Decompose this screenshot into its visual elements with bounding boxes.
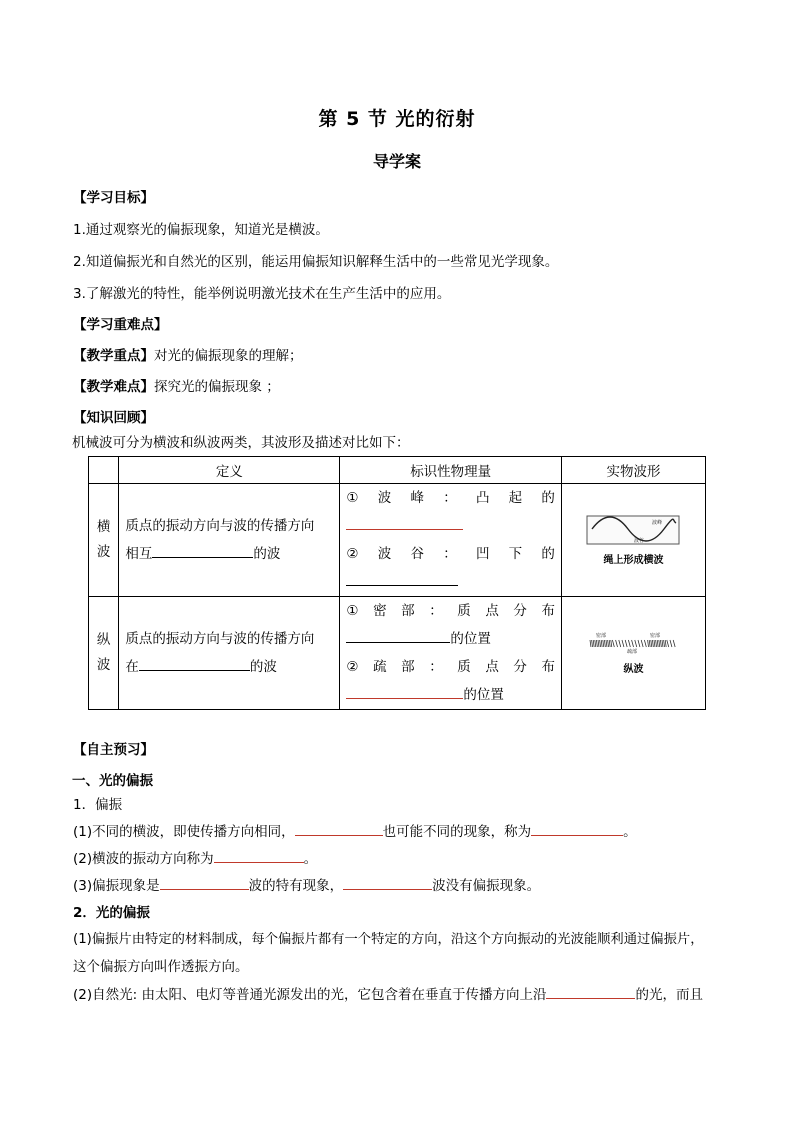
definition-line: 质点的振动方向与波的传播方向 [125, 518, 315, 534]
preview-line [73, 820, 637, 840]
mark-tail: 的位置 [450, 631, 491, 647]
preview-line [73, 983, 703, 1003]
text-fragment: 的光，而且 [635, 987, 703, 1003]
page-subtitle: 导学案 [372, 152, 421, 171]
goal-item-3: 3.了解激光的特性，能举例说明激光技术在生产生活中的应用。 [73, 286, 451, 302]
mark-char: 凸 [475, 490, 490, 506]
sparse-line [346, 653, 555, 681]
mark-char: 的 [541, 490, 555, 506]
text-fragment: 波的特有现象， [248, 878, 344, 894]
focus-line [73, 344, 303, 364]
table-header-waveform: 实物波形 [561, 457, 705, 484]
spring-coil [597, 640, 598, 647]
longitudinal-wave-figure [561, 597, 705, 710]
sparse-tag: 疏部 [627, 648, 638, 654]
spring-coil [595, 640, 596, 647]
mark-char: 布 [541, 659, 555, 675]
spring-coil [656, 640, 657, 647]
spring-coil [594, 640, 595, 647]
spring-coil [611, 640, 612, 647]
sub-heading: 1．偏振 [73, 797, 123, 813]
dense-line [346, 597, 555, 625]
spring-coil [661, 640, 662, 647]
spring-coil [667, 640, 669, 647]
blank-line [346, 568, 555, 596]
text-fragment: (3)偏振现象是 [73, 878, 160, 894]
mark-char: 起 [508, 490, 523, 506]
review-heading: 【知识回顾】 [73, 410, 154, 426]
text-fragment: 。 [303, 851, 318, 867]
preview-line: 这个偏振方向叫作透振方向。 [73, 959, 249, 975]
mark-char: 峰 [410, 490, 424, 506]
definition-pre: 相互 [125, 546, 153, 562]
mark-char: 点 [485, 659, 499, 675]
row-label-char: 波 [96, 544, 111, 560]
definition-line [125, 653, 333, 681]
trough-line [346, 540, 555, 568]
wave-comparison-table [88, 456, 706, 710]
fill-blank[interactable] [346, 630, 450, 643]
text-fragment: (1)不同的横波，即使传播方向相同， [73, 824, 295, 840]
mark-char: ： [443, 490, 457, 506]
mark-char: ① [346, 490, 359, 506]
mark-char: 部 [401, 603, 415, 619]
spring-coil [600, 640, 601, 647]
spring-coil [642, 640, 644, 647]
text-fragment: (2)自然光: 由太阳、电灯等普通光源发出的光，它包含着在垂直于传播方向上沿 [73, 987, 547, 1003]
mark-char: ② [346, 546, 359, 562]
fill-blank[interactable] [295, 823, 383, 836]
spring-coil [648, 640, 649, 647]
mark-char: ： [429, 603, 443, 619]
spring-coil [610, 640, 611, 647]
section-heading: 一、光的偏振 [72, 773, 153, 789]
table-row [89, 597, 706, 710]
mark-char: 分 [513, 603, 527, 619]
spring-coil [622, 640, 624, 647]
blank-line [346, 681, 555, 709]
fill-blank[interactable] [152, 545, 253, 558]
spring-coil [616, 640, 618, 647]
spring-coil [674, 640, 676, 647]
spring-coil [590, 640, 591, 647]
transverse-quantities [340, 484, 562, 597]
mark-char: ② [346, 659, 359, 675]
fill-blank[interactable] [214, 850, 304, 863]
table-header-definition: 定义 [119, 457, 340, 484]
spring-wave-image [588, 632, 678, 654]
spring-coil [659, 640, 660, 647]
spring-coil [666, 640, 667, 647]
rope-wave-image [586, 515, 680, 545]
blank-line [346, 625, 555, 653]
text-fragment: (2)横波的振动方向称为 [73, 851, 214, 867]
definition-line [125, 540, 333, 568]
focus-label: 【教学重点】 [73, 348, 154, 364]
figure-caption: 绳上形成横波 [603, 554, 664, 566]
mark-char: 波 [377, 546, 392, 562]
mark-char: 谷 [410, 546, 424, 562]
mark-char: 下 [508, 546, 523, 562]
spring-coil [592, 640, 593, 647]
fill-blank[interactable] [346, 686, 463, 699]
mark-char: 质 [457, 659, 471, 675]
transverse-definition [119, 484, 340, 597]
row-label-longitudinal [89, 597, 119, 710]
difficulty-line [73, 375, 280, 395]
difficulty-label: 【教学难点】 [73, 379, 154, 395]
table-header-row [89, 457, 706, 484]
dense-tag: 密部 [650, 632, 661, 639]
spring-coil [626, 640, 628, 647]
spring-coil [629, 640, 631, 647]
sub-heading: 2．光的偏振 [73, 905, 150, 921]
table-header-corner [89, 457, 119, 484]
spring-coil [632, 640, 634, 647]
crest-tag: 波峰 [652, 519, 663, 526]
fill-blank[interactable] [160, 877, 249, 890]
blank-line [346, 512, 555, 540]
spring-coil [651, 640, 652, 647]
mark-char: 点 [485, 603, 499, 619]
preview-line [73, 847, 317, 867]
mark-char: 布 [541, 603, 555, 619]
spring-coil [670, 640, 672, 647]
spring-coil [654, 640, 655, 647]
row-label-transverse [89, 484, 119, 597]
text-fragment: 。 [623, 824, 637, 840]
spring-coil [638, 640, 640, 647]
figure-caption: 纵波 [623, 663, 644, 675]
fill-blank[interactable] [546, 986, 635, 999]
page-title: 第 5 节 光的衍射 [318, 108, 476, 130]
table-row [89, 484, 706, 597]
mark-char: 密 [373, 603, 387, 619]
fill-blank[interactable] [343, 877, 432, 890]
trough-tag: 波谷 [634, 537, 645, 544]
mark-char: 疏 [373, 659, 387, 675]
goals-heading: 【学习目标】 [73, 190, 154, 206]
preview-heading: 【自主预习】 [73, 742, 154, 758]
spring-coil [664, 640, 665, 647]
mark-tail: 的位置 [463, 687, 504, 703]
review-intro: 机械波可分为横波和纵波两类，其波形及描述对比如下： [72, 435, 410, 451]
text-fragment: 波没有偏振现象。 [432, 878, 541, 894]
definition-post: 的波 [249, 659, 277, 675]
mark-char: ① [346, 603, 359, 619]
mark-char: 波 [377, 490, 392, 506]
spring-coil [658, 640, 659, 647]
spring-coil [635, 640, 637, 647]
spring-coil [605, 640, 606, 647]
focus-text: 对光的偏振现象的理解； [154, 348, 303, 364]
mark-char: 凹 [475, 546, 490, 562]
difficulty-text: 探究光的偏振现象 ； [154, 379, 280, 395]
fill-blank[interactable] [346, 573, 458, 586]
definition-pre: 在 [125, 659, 139, 675]
spring-coil [606, 640, 607, 647]
goal-item-2: 2.知道偏振光和自然光的区别，能运用偏振知识解释生活中的一些常见光学现象。 [73, 254, 559, 270]
mark-char: ： [443, 546, 457, 562]
spring-coil [602, 640, 603, 647]
spring-coil [608, 640, 609, 647]
table-header-quantity: 标识性物理量 [340, 457, 562, 484]
spring-coil [653, 640, 654, 647]
fill-blank[interactable] [139, 658, 250, 671]
spring-coil [650, 640, 651, 647]
longitudinal-definition [119, 597, 340, 710]
mark-char: 部 [401, 659, 415, 675]
row-label-char: 波 [96, 657, 111, 673]
spring-coil [619, 640, 621, 647]
spring-coil [645, 640, 647, 647]
longitudinal-quantities [340, 597, 562, 710]
preview-line: (1)偏振片由特定的材料制成，每个偏振片都有一个特定的方向，沿这个方向振动的光波能顺利通过偏振片， [73, 932, 704, 947]
mark-char: 的 [541, 546, 555, 562]
crest-line [346, 484, 555, 512]
mark-char: 分 [513, 659, 527, 675]
transverse-wave-figure [561, 484, 705, 597]
fill-blank[interactable] [531, 823, 623, 836]
definition-line: 质点的振动方向与波的传播方向 [125, 631, 315, 647]
text-fragment: 也可能不同的现象，称为 [382, 824, 532, 840]
goal-item-1: 1.通过观察光的偏振现象，知道光是横波。 [73, 222, 329, 238]
preview-line [73, 874, 540, 894]
mark-char: ： [429, 659, 443, 675]
row-label-char: 纵 [96, 632, 111, 648]
spring-coil [613, 640, 615, 647]
fill-blank[interactable] [346, 517, 463, 530]
row-label-char: 横 [96, 519, 111, 535]
definition-post: 的波 [253, 546, 281, 562]
spring-coil [662, 640, 663, 647]
spring-coil [603, 640, 604, 647]
mark-char: 质 [457, 603, 471, 619]
spring-coil [598, 640, 599, 647]
dense-tag: 密部 [596, 632, 607, 639]
key-points-heading: 【学习重难点】 [73, 317, 168, 333]
